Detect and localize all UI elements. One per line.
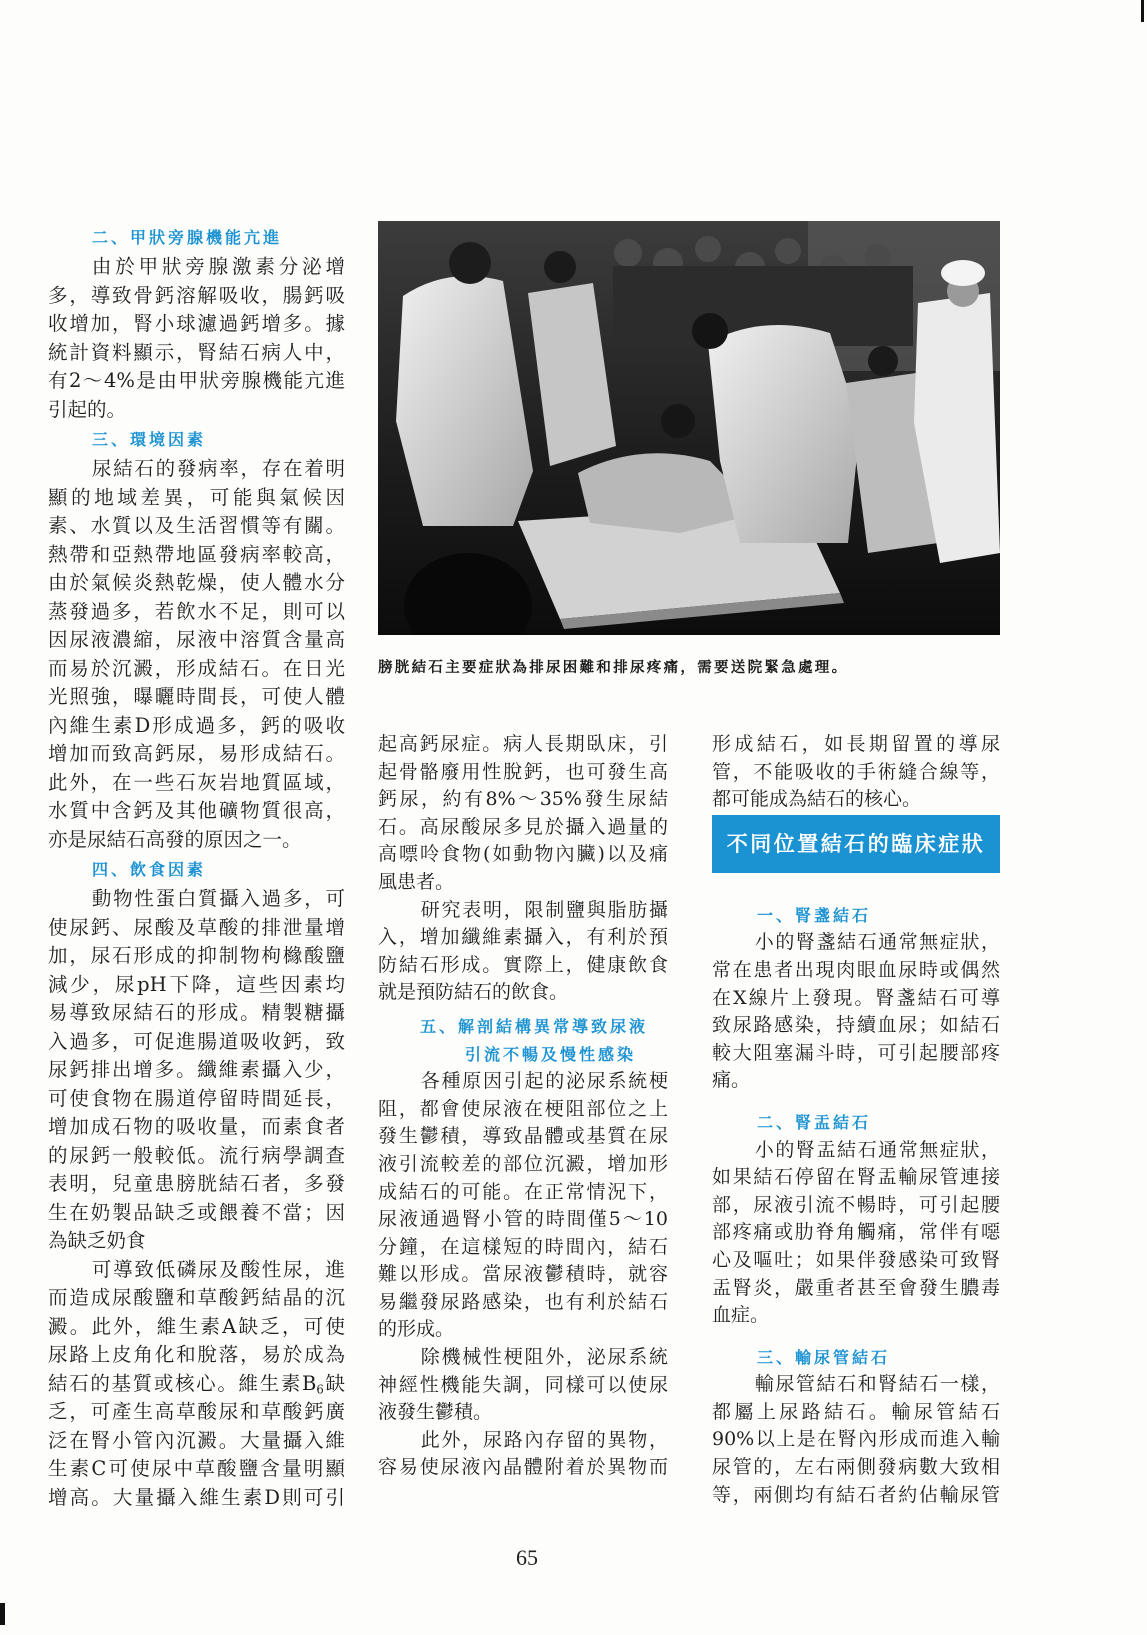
text-line: 尿鈣排出增多。纖維素攝入少，	[48, 1058, 345, 1081]
text-line: 如果結石停留在腎盂輸尿管連接	[712, 1166, 1000, 1189]
text-line: 的尿鈣一般較低。流行病學調查	[48, 1143, 345, 1167]
text-line: 此外，在一些石灰岩地質區域，	[48, 770, 345, 794]
text-line: 光照強，曝曬時間長，可使人體	[48, 685, 345, 708]
paragraph	[378, 1344, 668, 1427]
text-line: 形成結石，如長期留置的導尿	[712, 733, 1000, 755]
paragraph	[378, 1068, 668, 1344]
text-line: 加，尿石形成的抑制物枸櫞酸鹽	[48, 944, 345, 967]
text-line: 阻，都會使尿液在梗阻部位之上	[378, 1097, 668, 1120]
text-line: 致尿路感染，持續血尿；如結石	[712, 1014, 1000, 1037]
text-line: 入過多，可促進腸道吸收鈣，致	[48, 1029, 345, 1053]
text-line: 輸尿管結石和腎結石一樣，	[754, 1373, 1000, 1396]
text-line: 部，尿液引流不暢時，可引起腰	[712, 1193, 1000, 1216]
heading-line: 四、飲食因素	[92, 860, 207, 879]
section-heading	[712, 1344, 1000, 1372]
text-line	[48, 1370, 345, 1399]
paragraph	[48, 1256, 345, 1513]
photo-image	[378, 221, 1000, 635]
text-line: 可導致低磷尿及酸性尿，進	[91, 1257, 345, 1281]
text-line: 研究表明，限制鹽與脂肪攝	[420, 898, 668, 921]
text-line: 都屬上尿路結石。輸尿管結石	[712, 1400, 1000, 1423]
left-column	[48, 223, 345, 1512]
text-line: 防結石形成。實際上，健康飲食	[378, 953, 668, 976]
text-line: 多，導致骨鈣溶解吸收，腸鈣吸	[48, 283, 345, 307]
text-line: 易繼發尿路感染，也有利於結石	[378, 1290, 668, 1313]
paragraph	[378, 897, 668, 1007]
scan-edge-mark	[1141, 0, 1144, 22]
text-line: 易導致尿結石的形成。精製糖攝	[48, 1001, 345, 1024]
text-line: 在X線片上發現。腎盞結石可導	[712, 986, 1000, 1009]
text-line: 血症。	[712, 1304, 770, 1327]
section-heading	[48, 855, 345, 885]
paragraph	[48, 253, 345, 424]
photo-caption: 膀胱結石主要症狀為排尿困難和排尿疼痛，需要送院緊急處理。	[378, 660, 849, 676]
text-line: 神經性機能失調，同樣可以使尿	[378, 1373, 668, 1396]
section-banner: 不同位置結石的臨床症狀	[712, 815, 1000, 873]
text-line: 液引流較差的部位沉澱，增加形	[378, 1152, 668, 1175]
heading-line: 二、腎盂結石	[757, 1112, 872, 1132]
text-line: 分鐘，在這樣短的時間內，結石	[378, 1235, 668, 1258]
text-line: 增加而致高鈣尿，易形成結石。	[48, 742, 345, 765]
text-line: 除機械性梗阻外，泌尿系統	[420, 1346, 668, 1369]
text-line: 心及嘔吐；如果伴發感染可致腎	[712, 1248, 1000, 1271]
paragraph	[712, 1371, 1000, 1509]
text-line: 等，兩側均有結石者約佔輸尿管	[712, 1483, 1000, 1506]
text-line: 表明，兒童患膀胱結石者，多發	[48, 1172, 345, 1195]
text-line: 為缺乏奶食	[48, 1229, 146, 1252]
text-line: 而易於沉澱，形成結石。在日光	[48, 656, 345, 680]
text-line: 各種原因引起的泌尿系統梗	[420, 1070, 668, 1093]
text-line: 難以形成。當尿液鬱積時，就容	[378, 1263, 668, 1286]
scan-edge-mark	[0, 1603, 5, 1625]
text-line: 亦是尿結石高發的原因之一。	[48, 827, 302, 851]
text-line: 痛。	[712, 1069, 751, 1092]
text-line: 熱帶和亞熱帶地區發病率較高，	[48, 542, 345, 566]
section-heading	[48, 425, 345, 455]
text-line: 尿路上皮角化和脫落，易於成為	[48, 1343, 345, 1366]
subscript: 6	[316, 1382, 324, 1396]
text-line: 收增加，腎小球濾過鈣增多。據	[48, 312, 345, 335]
text-line: 由於甲狀旁腺激素分泌增	[91, 255, 345, 278]
text-line: 顯的地域差異，可能與氣候因	[48, 485, 345, 509]
text-line: 容易使尿液內晶體附着於異物而	[378, 1456, 668, 1479]
text-segment: 缺	[323, 1371, 345, 1395]
text-line: 液發生鬱積。	[378, 1401, 493, 1424]
text-line: 管，不能吸收的手術縫合線等，	[712, 760, 1000, 783]
page-number: 65	[516, 1545, 538, 1570]
text-line: 使尿鈣、尿酸及草酸的排泄量增	[48, 915, 345, 939]
text-line: 有2～4%是由甲狀旁腺機能亢進	[48, 369, 345, 392]
heading-line: 三、輸尿管結石	[757, 1347, 891, 1367]
text-line: 常在患者出現肉眼血尿時或偶然	[712, 958, 1000, 981]
text-line: 發生鬱積，導致晶體或基質在尿	[378, 1125, 668, 1148]
text-line: 蒸發過多，若飲水不足，則可以	[48, 599, 345, 623]
heading-line: 二、甲狀旁腺機能亢進	[92, 228, 283, 247]
text-line: 高嘌呤食物(如動物內臟)以及痛	[378, 843, 668, 866]
heading-line: 一、腎盞結石	[757, 905, 872, 925]
text-line: 內維生素D形成過多，鈣的吸收	[48, 713, 345, 737]
text-line: 石。高尿酸尿多見於攝入過量的	[378, 815, 668, 838]
text-line: 風患者。	[378, 870, 455, 893]
text-line: 增高。大量攝入維生素D則可引	[48, 1485, 345, 1509]
section-heading	[378, 1013, 668, 1068]
heading-line: 三、環境因素	[92, 430, 207, 449]
middle-column	[378, 731, 668, 1482]
text-line: 盂腎炎，嚴重者甚至會發生膿毒	[712, 1276, 1000, 1299]
text-line: 生素C可使尿中草酸鹽含量明顯	[48, 1457, 345, 1480]
text-line: 水質中含鈣及其他礦物質很高，	[48, 799, 345, 822]
text-line: 起高鈣尿症。病人長期臥床，引	[378, 733, 668, 755]
text-line: 都可能成為結石的核心。	[712, 788, 922, 811]
text-line: 較大阻塞漏斗時，可引起腰部疼	[712, 1041, 1000, 1064]
text-line: 素、水質以及生活習慣等有關。	[48, 514, 345, 537]
text-line: 因尿液濃縮，尿液中溶質含量高	[48, 628, 345, 651]
paragraph	[48, 885, 345, 1256]
paragraph	[378, 1427, 668, 1482]
text-line: 尿管的，左右兩側發病數大致相	[712, 1456, 1000, 1479]
text-line: 的形成。	[378, 1318, 455, 1341]
section-heading	[712, 1109, 1000, 1137]
text-line: 統計資料顯示，腎結石病人中，	[48, 340, 345, 364]
section-heading	[48, 223, 345, 253]
text-line: 尿液通過腎小管的時間僅5～10	[378, 1208, 668, 1231]
text-segment: 結石的基質或核心。維生素B	[48, 1371, 317, 1395]
text-line: 入，增加纖維素攝入，有利於預	[378, 926, 668, 949]
text-line: 成結石的可能。在正常情況下，	[378, 1180, 668, 1203]
text-line: 就是預防結石的飲食。	[378, 981, 569, 1004]
text-line: 生在奶製品缺乏或餵養不當；因	[48, 1200, 345, 1224]
text-line: 由於氣候炎熱乾燥，使人體水分	[48, 571, 345, 594]
text-line: 而造成尿酸鹽和草酸鈣結晶的沉	[48, 1286, 345, 1309]
paragraph	[48, 455, 345, 854]
text-line: 小的腎盞結石通常無症狀，	[754, 931, 1000, 954]
text-line: 起骨骼廢用性脫鈣，也可發生高	[378, 760, 668, 783]
heading-line: 五、解剖結構異常導致尿液	[420, 1016, 649, 1036]
text-line: 可使食物在腸道停留時間延長，	[48, 1086, 345, 1110]
photo	[378, 221, 1000, 635]
text-line: 部疼痛或肋脊角觸痛，常伴有噁	[712, 1221, 1000, 1244]
text-line: 泛在腎小管內沉澱。大量攝入維	[48, 1428, 345, 1452]
text-line: 動物性蛋白質攝入過多，可	[91, 887, 345, 910]
text-line: 澱。此外，維生素A缺乏，可使	[48, 1314, 345, 1338]
paragraph	[712, 929, 1000, 1095]
paragraph	[712, 1137, 1000, 1330]
paragraph	[712, 731, 1000, 814]
right-column	[712, 731, 1000, 1509]
text-line: 小的腎盂結石通常無症狀，	[754, 1138, 1000, 1161]
text-line: 此外，尿路內存留的異物，	[420, 1428, 668, 1451]
text-line: 尿結石的發病率，存在着明	[91, 457, 345, 480]
text-line: 90%以上是在腎內形成而進入輸	[712, 1428, 1000, 1451]
text-line: 乏，可產生高草酸尿和草酸鈣廣	[48, 1400, 345, 1423]
text-line: 減少，尿pH下降，這些因素均	[48, 972, 345, 996]
text-line: 鈣尿，約有8%～35%發生尿結	[378, 788, 668, 811]
paragraph	[378, 731, 668, 897]
heading-line: 引流不暢及慢性感染	[465, 1044, 637, 1064]
text-line: 引起的。	[48, 397, 127, 421]
section-heading	[712, 902, 1000, 930]
text-line: 增加成石物的吸收量，而素食者	[48, 1115, 345, 1138]
